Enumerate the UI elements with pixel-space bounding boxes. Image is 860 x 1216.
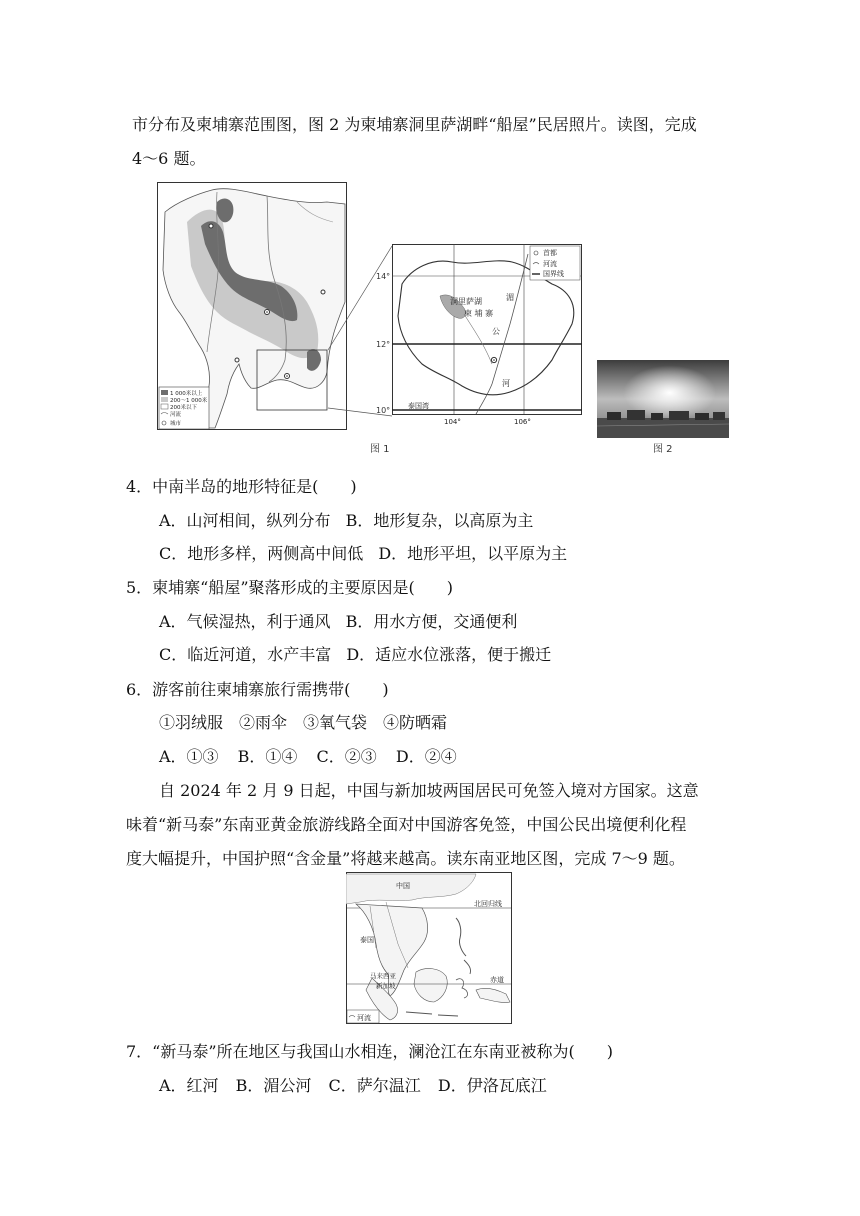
q6-options xyxy=(159,744,457,767)
q4-option-c[interactable]: C．地形多样，两侧高中间低 xyxy=(159,544,364,563)
river-char-3: 河 xyxy=(502,379,510,388)
inset-legend-capital: 首都 xyxy=(543,249,557,257)
legend-river: 河流 xyxy=(170,412,182,418)
gulf-label: 泰国湾 xyxy=(408,402,429,410)
inset-connector-lines xyxy=(256,240,396,420)
q5-options-row2 xyxy=(159,642,551,665)
legend-city: 城市 xyxy=(170,421,182,427)
q5-option-d[interactable]: D．适应水位涨落，便于搬迁 xyxy=(346,645,552,664)
q5-options-row1 xyxy=(159,609,517,632)
q4-option-a[interactable]: A．山河相间，纵列分布 xyxy=(159,511,331,530)
q7-option-a[interactable]: A．红河 xyxy=(159,1076,219,1095)
southeast-asia-map xyxy=(346,872,512,1024)
q6-option-b[interactable]: B．①④ xyxy=(237,747,298,766)
q5-option-b[interactable]: B．用水方便，交通便利 xyxy=(345,612,518,631)
lon-104: 104° xyxy=(444,418,461,426)
map2-thailand-label: 泰国 xyxy=(360,936,374,944)
lat-12: 12° xyxy=(376,340,391,349)
inset-legend-border: 国界线 xyxy=(543,270,564,278)
passage-line-2: 味着“新马泰”东南亚黄金旅游线路全面对中国游客免签，中国公民出境便利化程 xyxy=(126,815,687,834)
map2-malaysia-label: 马来西亚 xyxy=(370,972,396,980)
q4-stem: 4．中南半岛的地形特征是( ) xyxy=(126,477,357,496)
q7-options xyxy=(159,1073,547,1096)
q4-options-row1 xyxy=(159,508,533,531)
map2-legend-river: 河流 xyxy=(357,1014,371,1022)
map2-equator-label: 赤道 xyxy=(490,976,504,984)
q5-stem: 5．柬埔寨“船屋”聚落形成的主要原因是( ) xyxy=(126,578,454,597)
q6-items: ①羽绒服 ②雨伞 ③氧气袋 ④防晒霜 xyxy=(159,713,448,732)
q7-option-d[interactable]: D．伊洛瓦底江 xyxy=(437,1076,547,1095)
lake-label: 洞里萨湖 xyxy=(450,297,482,306)
map2-tropic-label: 北回归线 xyxy=(474,900,502,908)
legend-below-200m: 200米以下 xyxy=(170,405,197,411)
q5-option-c[interactable]: C．临近河道，水产丰富 xyxy=(159,645,332,664)
q4-options-row2 xyxy=(159,541,567,564)
country-label: 柬 埔 寨 xyxy=(464,309,494,318)
passage-line-3: 度大幅提升，中国护照“含金量”将越来越高。读东南亚地区图，完成 7～9 题。 xyxy=(126,849,685,868)
intro-line-1: 市分布及柬埔寨范围图，图 2 为柬埔寨洞里萨湖畔“船屋”民居照片。读图，完成 xyxy=(132,115,697,134)
boathouse-photo xyxy=(597,360,729,438)
cambodia-inset-map xyxy=(392,244,582,426)
q6-option-c[interactable]: C．②③ xyxy=(316,747,377,766)
inset-legend-river: 河流 xyxy=(543,260,557,268)
q7-stem: 7．“新马泰”所在地区与我国山水相连，澜沧江在东南亚被称为( ) xyxy=(126,1042,614,1061)
q7-option-b[interactable]: B．湄公河 xyxy=(235,1076,312,1095)
q6-stem: 6．游客前往柬埔寨旅行需携带( ) xyxy=(126,680,389,699)
q4-option-d[interactable]: D．地形平坦，以平原为主 xyxy=(378,544,568,563)
intro-line-2: 4～6 题。 xyxy=(132,149,206,168)
q6-option-d[interactable]: D．②④ xyxy=(395,747,457,766)
lat-14: 14° xyxy=(376,272,391,281)
lon-106: 106° xyxy=(514,418,531,426)
q6-option-a[interactable]: A．①③ xyxy=(159,747,219,766)
river-char-1: 湄 xyxy=(506,293,514,302)
q7-option-c[interactable]: C．萨尔温江 xyxy=(328,1076,421,1095)
passage-line-1: 自 2024 年 2 月 9 日起，中国与新加坡两国居民可免签入境对方国家。这意 xyxy=(159,781,699,800)
figure2-caption: 图 2 xyxy=(653,444,673,455)
lat-10: 10° xyxy=(376,406,391,415)
legend-1000m: 1 000米以上 xyxy=(170,391,203,397)
map2-singapore-label: 新加坡 xyxy=(376,982,396,990)
q4-option-b[interactable]: B．地形复杂，以高原为主 xyxy=(345,511,534,530)
figure1-caption: 图 1 xyxy=(370,444,390,455)
q5-option-a[interactable]: A．气候湿热，利于通风 xyxy=(159,612,331,631)
map2-china-label: 中国 xyxy=(396,882,410,890)
river-char-2: 公 xyxy=(492,327,500,336)
legend-200-1000m: 200～1 000米 xyxy=(170,398,208,404)
